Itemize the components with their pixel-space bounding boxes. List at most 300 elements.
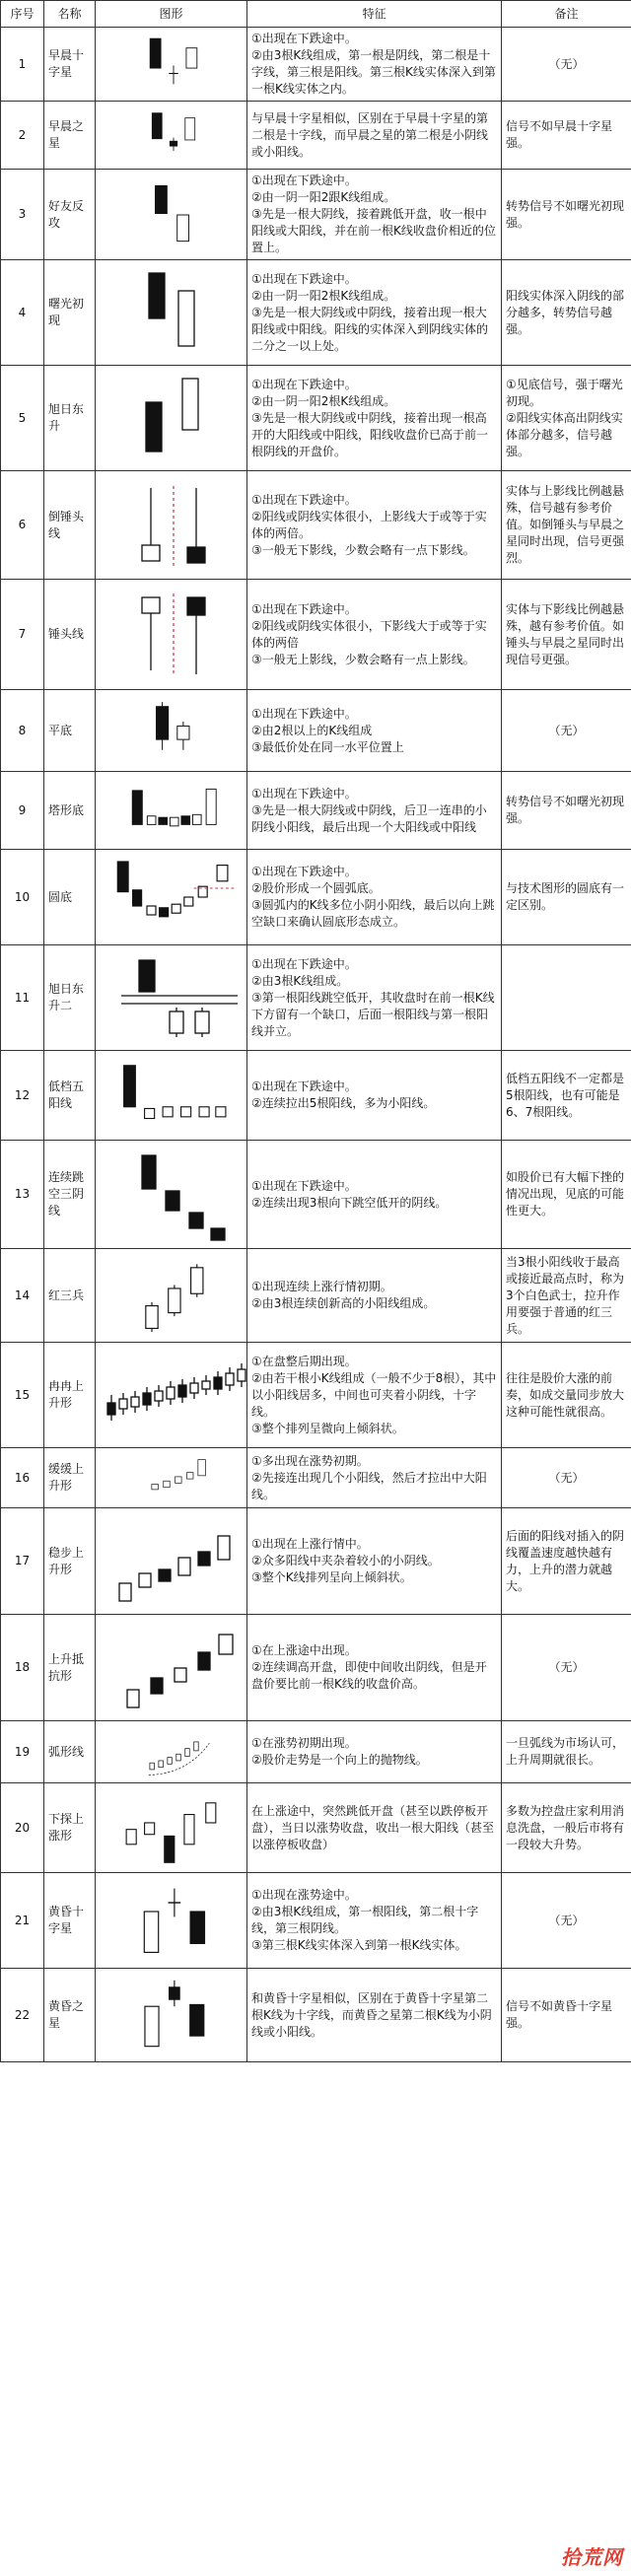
yang-candle-5 xyxy=(199,1107,209,1117)
yang-candle-6 xyxy=(218,1536,230,1560)
feature-line: ②由若干根小K线组成（一般不少于8根），其中以小阳线居多，中间也可夹着小阴线，十字线。 xyxy=(251,1370,497,1419)
hammer-figure xyxy=(100,586,247,684)
pattern-name: 平底 xyxy=(44,690,96,772)
header-figure: 图形 xyxy=(96,1,247,28)
yang-candle-8 xyxy=(190,1377,198,1399)
yang-candle-1 xyxy=(145,2006,159,2046)
pattern-features xyxy=(247,1873,502,1969)
yin-candle-1 xyxy=(139,960,155,992)
note-line: 一旦弧线为市场认可，上升周期就很长。 xyxy=(506,1736,625,1767)
yang-candle-6 xyxy=(192,814,201,824)
feature-line: ①出现在下跌途中。 xyxy=(251,1079,357,1093)
yang-candle-2 xyxy=(182,379,198,430)
yang-candle-6 xyxy=(216,1107,226,1117)
yin-candle-2 xyxy=(166,1191,179,1211)
inverted-hammer-figure xyxy=(100,476,247,575)
pattern-name: 圆底 xyxy=(44,850,96,945)
row-number: 2 xyxy=(1,102,44,170)
pattern-note xyxy=(502,850,631,945)
pattern-figure-cell xyxy=(96,1448,247,1508)
note-line: 如股价已有大幅下挫的情况出现，见底的可能性更大。 xyxy=(506,1170,625,1218)
row-number: 10 xyxy=(1,850,44,945)
yang-candle-4 xyxy=(181,1107,191,1117)
yang-candle-3 xyxy=(195,1008,209,1037)
pattern-note xyxy=(502,1508,631,1615)
feature-line: ②阳线或阴线实体很小，下影线大于或等于实体的两倍 xyxy=(251,618,487,650)
yang-candle-5 xyxy=(198,1460,206,1476)
pattern-note xyxy=(502,690,631,772)
feature-line: ①出现在下跌途中。 xyxy=(251,271,357,286)
yang-candle-2 xyxy=(145,1823,155,1835)
row-number: 11 xyxy=(1,945,44,1051)
yang-candle-2 xyxy=(139,1573,151,1587)
table-row xyxy=(1,1141,631,1249)
pattern-note xyxy=(502,366,631,471)
row-number: 5 xyxy=(1,366,44,471)
feature-line: ③最低价处在同一水平位置上 xyxy=(251,739,404,754)
yang-candle-3 xyxy=(163,1107,173,1117)
table-row xyxy=(1,102,631,170)
row-number: 18 xyxy=(1,1615,44,1721)
pattern-features xyxy=(247,28,502,102)
note-line: 与技术图形的圆底有一定区别。 xyxy=(506,881,625,912)
table-row xyxy=(1,850,631,945)
pattern-name: 曙光初现 xyxy=(44,260,96,366)
rounded-bottom-figure xyxy=(100,853,247,941)
yang-candle-3 xyxy=(147,906,156,915)
feature-line: ③一般无上影线，少数会略有一点上影线。 xyxy=(251,652,475,666)
arc-line-figure xyxy=(100,1724,247,1779)
row-number: 21 xyxy=(1,1873,44,1969)
yang-candle-5 xyxy=(155,1385,163,1407)
pattern-note xyxy=(502,1615,631,1721)
yin-candle-7 xyxy=(178,1379,186,1403)
yang-candle-1 xyxy=(150,1763,154,1770)
yin-candle-4 xyxy=(160,908,169,917)
yin-candle-1 xyxy=(152,113,162,139)
pattern-note xyxy=(502,1783,631,1873)
row-number: 3 xyxy=(1,170,44,260)
pattern-note xyxy=(502,1343,631,1448)
feature-line: 和黄昏十字星相似，区别在于黄昏十字星第二根K线为十字线，而黄昏之星第二根K线为小阴线或小阳线。 xyxy=(251,1990,492,2039)
row-number: 1 xyxy=(1,28,44,102)
table-row xyxy=(1,1448,631,1508)
table-row xyxy=(1,772,631,850)
table-row xyxy=(1,1508,631,1615)
pattern-features xyxy=(247,366,502,471)
pattern-name: 黄昏之星 xyxy=(44,1969,96,2062)
yin-candle-10 xyxy=(214,1371,222,1395)
pattern-figure-cell xyxy=(96,102,247,170)
pattern-figure-cell xyxy=(96,1783,247,1873)
pattern-name: 倒锤头线 xyxy=(44,471,96,580)
yin-candle-3 xyxy=(189,1213,203,1228)
pattern-features xyxy=(247,260,502,366)
pattern-features xyxy=(247,170,502,260)
pattern-note xyxy=(502,1721,631,1783)
pattern-note xyxy=(502,1969,631,2062)
yang-candle-6 xyxy=(184,897,193,906)
row-number: 15 xyxy=(1,1343,44,1448)
pattern-features xyxy=(247,1508,502,1615)
feature-line: 与早晨十字星相似，区别在于早晨十字星的第二根是十字线，而早晨之星的第二根是小阴线或小阳线。 xyxy=(251,110,489,159)
yang-candle-6 xyxy=(194,1742,198,1751)
note-line: 转势信号不如曙光初现强。 xyxy=(506,795,625,825)
yin-candle-2 xyxy=(170,137,176,151)
feature-line: ①出现在下跌途中。 xyxy=(251,706,357,721)
pattern-features xyxy=(247,1448,502,1508)
pattern-note xyxy=(502,580,631,690)
feature-line: ③先是一根大阴线，接着跳低开盘，收一根中阳线或大阳线，并在前一根K线收盘价相近的位置上。 xyxy=(251,207,496,254)
feature-line: ②由3根K线组成。 xyxy=(251,973,349,988)
yang-candle-6 xyxy=(167,1381,175,1405)
morning-star-figure xyxy=(100,104,247,166)
note-line: （无） xyxy=(548,723,585,737)
yang-candle-2 xyxy=(164,1481,170,1487)
pattern-note xyxy=(502,28,631,102)
yang-candle-1 xyxy=(119,1583,131,1601)
three-red-soldiers-figure xyxy=(100,1252,247,1339)
pattern-name: 弧形线 xyxy=(44,1721,96,1783)
table-row xyxy=(1,1615,631,1721)
header-note: 备注 xyxy=(502,1,631,28)
header-no: 序号 xyxy=(1,1,44,28)
yin-candle-2 xyxy=(187,597,205,674)
pattern-note xyxy=(502,1448,631,1508)
table-row xyxy=(1,28,631,102)
feature-line: ①出现在下跌途中。 xyxy=(251,1178,357,1193)
pattern-features xyxy=(247,471,502,580)
feature-line: ①出现在涨势途中。 xyxy=(251,1888,357,1902)
row-number: 6 xyxy=(1,471,44,580)
header-feature: 特征 xyxy=(247,1,502,28)
yin-candle-5 xyxy=(181,816,190,825)
feature-line: ①在上涨途中出现。 xyxy=(251,1643,357,1657)
pattern-name: 下探上涨形 xyxy=(44,1783,96,1873)
pattern-features xyxy=(247,1343,502,1448)
pattern-features xyxy=(247,772,502,850)
note-line: 信号不如早晨十字星强。 xyxy=(506,119,613,150)
yin-candle-1 xyxy=(124,1066,136,1107)
note-line: （无） xyxy=(548,1470,585,1485)
flat-bottom-figure xyxy=(100,693,247,768)
feature-line: ②由一阴一阳2根K线组成。 xyxy=(251,288,396,303)
feature-line: ②连续出现3根向下跳空低开的阴线。 xyxy=(251,1195,448,1210)
feature-line: ③一般无下影线，少数会略有一点下影线。 xyxy=(251,542,475,557)
feature-line: ②阳线或阴线实体很小，上影线大于或等于实体的两倍。 xyxy=(251,509,487,540)
pattern-figure-cell xyxy=(96,580,247,690)
pattern-name: 黄昏十字星 xyxy=(44,1873,96,1969)
three-gap-down-figure xyxy=(100,1146,247,1244)
feature-line: 在上涨途中，突然跳低开盘（甚至以跌停板开盘），当日以涨势收盘，收出一根大阳线（甚至以涨停板收盘） xyxy=(251,1803,495,1851)
feature-line: ②由一阴一阳2根K线组成。 xyxy=(251,393,396,408)
slow-rise-figure xyxy=(100,1451,247,1504)
pattern-note xyxy=(502,772,631,850)
table-row xyxy=(1,1051,631,1141)
note-line: 当3根小阳线收于最高或接近最高点时，称为3个白色武士，拉升作用要强于普通的红三兵。 xyxy=(506,1254,625,1336)
table-row xyxy=(1,1873,631,1969)
steady-rise-figure xyxy=(100,1512,247,1611)
row-number: 14 xyxy=(1,1249,44,1343)
table-row xyxy=(1,170,631,260)
yang-candle-1 xyxy=(142,597,160,670)
pattern-note xyxy=(502,260,631,366)
pattern-figure-cell xyxy=(96,1873,247,1969)
yang-candle-5 xyxy=(172,904,180,913)
note-line: （无） xyxy=(548,56,585,71)
feature-line: ①出现在下跌途中。 xyxy=(251,601,357,616)
yin-candle-2 xyxy=(187,488,205,563)
pattern-name: 低档五阳线 xyxy=(44,1051,96,1141)
feature-line: ①出现在下跌途中。 xyxy=(251,174,357,187)
yang-candle-2 xyxy=(170,1008,183,1037)
yin-candle-1 xyxy=(132,791,142,825)
yang-candle-4 xyxy=(176,1754,180,1761)
yang-candle-2 xyxy=(177,722,189,750)
pattern-features xyxy=(247,1969,502,2062)
row-number: 20 xyxy=(1,1783,44,1873)
feature-line: ③第一根阳线跳空低开，其收盘时在前一根K线下方留有一个缺口，后面一根阳线与第一根阳线并立。 xyxy=(251,990,495,1038)
pattern-figure-cell xyxy=(96,471,247,580)
yang-candle-1 xyxy=(152,1484,158,1489)
pattern-figure-cell xyxy=(96,1615,247,1721)
table-row xyxy=(1,1249,631,1343)
yang-candle-4 xyxy=(184,1815,194,1845)
feature-line: ①在涨势初期出现。 xyxy=(251,1736,357,1750)
pattern-figure-cell xyxy=(96,28,247,102)
evening-star-figure xyxy=(100,1972,247,2058)
pattern-note xyxy=(502,170,631,260)
yang-candle-3 xyxy=(131,1391,139,1413)
feature-line: ③整个K线排列呈向上倾斜状。 xyxy=(251,1570,412,1584)
note-line: 往往是股价大涨的前奏，如成交量同步放大这种可能性就很高。 xyxy=(506,1370,625,1419)
table-row xyxy=(1,1783,631,1873)
yang-candle-5 xyxy=(185,1749,189,1757)
yang-candle-1 xyxy=(144,1912,158,1952)
feature-line: ②众多阳线中夹杂着较小的小阴线。 xyxy=(251,1554,440,1567)
table-row xyxy=(1,1969,631,2062)
pattern-features xyxy=(247,1051,502,1141)
pattern-features xyxy=(247,1249,502,1343)
pattern-features xyxy=(247,1141,502,1249)
table-row xyxy=(1,690,631,772)
pattern-name: 锤头线 xyxy=(44,580,96,690)
pattern-features xyxy=(247,850,502,945)
yang-candle-9 xyxy=(202,1375,210,1395)
note-line: ①见底信号，强于曙光初现。 xyxy=(506,377,623,408)
pattern-name: 连续跳空三阴线 xyxy=(44,1141,96,1249)
yin-candle-1 xyxy=(142,1155,156,1189)
row-number: 9 xyxy=(1,772,44,850)
feature-line: ②由3根K线组成，第一根是阴线，第二根是十字线，第三根是阳线。第三根K线实体深入到第一根K线实体之内。 xyxy=(251,48,496,96)
yin-candle-1 xyxy=(150,38,161,68)
pattern-name: 早晨之星 xyxy=(44,102,96,170)
feature-line: ①多出现在涨势初期。 xyxy=(251,1453,369,1468)
yang-candle-3 xyxy=(175,1477,181,1483)
pattern-figure-cell xyxy=(96,1141,247,1249)
yin-candle-4 xyxy=(198,1652,210,1670)
yang-candle-2 xyxy=(147,816,156,825)
table-row xyxy=(1,260,631,366)
feature-line: ③先是一根大阴线或中阴线，接着出现一根大阳线或中阳线。阳线的实体深入到阴线实体的二分之一以上处。 xyxy=(251,305,489,353)
yang-candle-2 xyxy=(169,1285,180,1316)
yang-candle-11 xyxy=(226,1367,234,1391)
table-row xyxy=(1,580,631,690)
piercing-line-figure xyxy=(100,263,247,362)
rising-sun-figure xyxy=(100,369,247,467)
note-line: 后面的阳线对插入的阴线覆盖速度越快越有力，上升的潜力就越大。 xyxy=(506,1528,625,1593)
feature-line: ②股价形成一个圆弧底。 xyxy=(251,881,381,895)
table-row xyxy=(1,366,631,471)
yang-candle-2 xyxy=(169,1889,181,1917)
feature-line: ②连续调高开盘，即使中间收出阴线，但是开盘价要比前一根K线的收盘价高。 xyxy=(251,1660,487,1691)
feature-line: ②连续拉出5根阳线，多为小阳线。 xyxy=(251,1096,436,1110)
yang-candle-2 xyxy=(169,65,178,84)
row-number: 22 xyxy=(1,1969,44,2062)
evening-star-cross-figure xyxy=(100,1876,247,1965)
pattern-figure-cell xyxy=(96,772,247,850)
feature-line: ②由3根连续创新高的小阳线组成。 xyxy=(251,1296,436,1310)
note-line: 信号不如黄昏十字星强。 xyxy=(506,1999,613,2030)
yin-candle-2 xyxy=(133,890,142,906)
yang-candle-4 xyxy=(170,817,178,826)
site-watermark-logo: 拾荒网 xyxy=(561,2545,623,2569)
yang-candle-3 xyxy=(185,118,195,140)
feature-line: ③先是一根大阴线或中阴线，后卫一连串的小阴线小阳线，最后出现一个大阳线或中阳线 xyxy=(251,802,487,834)
feature-line: ②由3根K线组成，第一根阳线，第二根十字线，第三根阴线。 xyxy=(251,1905,479,1935)
yin-candle-3 xyxy=(190,2004,204,2036)
feature-line: ①出现在下跌途中。 xyxy=(251,865,357,878)
yin-candle-3 xyxy=(159,1569,171,1581)
note-line: 低档五阳线不一定都是5根阳线，也有可能是6、7根阳线。 xyxy=(506,1071,625,1119)
feature-line: ③圆弧内的K线多位小阴小阳线，最后以向上跳空缺口来确认圆底形态成立。 xyxy=(251,898,495,929)
row-number: 17 xyxy=(1,1508,44,1615)
pattern-note xyxy=(502,1873,631,1969)
row-number: 13 xyxy=(1,1141,44,1249)
yang-candle-1 xyxy=(126,1830,136,1845)
dip-then-rise-figure xyxy=(100,1786,247,1869)
yin-candle-3 xyxy=(165,1836,175,1862)
note-line: 转势信号不如曙光初现强。 xyxy=(506,198,625,230)
pattern-figure-cell xyxy=(96,945,247,1051)
row-number: 16 xyxy=(1,1448,44,1508)
yang-candle-2 xyxy=(178,291,194,346)
pattern-figure-cell xyxy=(96,850,247,945)
table-row xyxy=(1,945,631,1051)
feature-line: ①出现在下跌途中。 xyxy=(251,956,357,971)
pattern-name: 好友反攻 xyxy=(44,170,96,260)
note-line: （无） xyxy=(548,1660,585,1674)
yin-candle-1 xyxy=(156,185,168,213)
pattern-name: 旭日东升二 xyxy=(44,945,96,1051)
note-line: 阳线实体深入阴线的部分越多，转势信号越强。 xyxy=(506,288,625,336)
pattern-note xyxy=(502,945,631,1051)
pattern-figure-cell xyxy=(96,170,247,260)
pattern-features xyxy=(247,1721,502,1783)
pattern-note xyxy=(502,102,631,170)
feature-line: ②由2根以上的K线组成 xyxy=(251,723,373,737)
yang-candle-2 xyxy=(159,1761,163,1768)
row-number: 12 xyxy=(1,1051,44,1141)
rising-resistance-figure xyxy=(100,1619,247,1717)
yang-candle-2 xyxy=(145,1108,155,1118)
pattern-name: 上升抵抗形 xyxy=(44,1615,96,1721)
feature-line: ①出现在下跌途中。 xyxy=(251,32,357,45)
pattern-figure-cell xyxy=(96,260,247,366)
pattern-note xyxy=(502,1249,631,1343)
pattern-features xyxy=(247,102,502,170)
table-row xyxy=(1,1343,631,1448)
pattern-features xyxy=(247,1615,502,1721)
row-number: 19 xyxy=(1,1721,44,1783)
yang-candle-2 xyxy=(177,215,189,242)
morning-star-cross-figure xyxy=(100,31,247,98)
feature-line: ②股价走势是一个向上的抛物线。 xyxy=(251,1753,428,1767)
yang-candle-4 xyxy=(187,1473,193,1479)
yang-candle-4 xyxy=(178,1558,190,1575)
pattern-name: 冉冉上升形 xyxy=(44,1343,96,1448)
yang-candle-7 xyxy=(206,789,216,824)
table-row xyxy=(1,471,631,580)
feature-line: ①出现在下跌途中。 xyxy=(251,786,357,801)
yin-candle-1 xyxy=(117,862,128,892)
pattern-name: 早晨十字星 xyxy=(44,28,96,102)
feature-line: ③先是一根大阴线或中阴线，接着出现一根高开的大阳线或中阳线，阳线收盘价已高于前一根阴线的开盘价。 xyxy=(251,410,489,458)
yin-candle-1 xyxy=(149,273,165,318)
feature-line: ①出现在上涨行情中。 xyxy=(251,1537,369,1551)
note-line: （无） xyxy=(548,1913,585,1927)
feature-line: ①出现在下跌途中。 xyxy=(251,377,357,391)
pattern-name: 塔形底 xyxy=(44,772,96,850)
yin-candle-1 xyxy=(157,702,169,750)
yin-candle-4 xyxy=(143,1387,151,1411)
row-number: 4 xyxy=(1,260,44,366)
yin-candle-3 xyxy=(190,1912,204,1943)
pattern-figure-cell xyxy=(96,690,247,772)
yang-candle-3 xyxy=(191,1264,203,1296)
yin-candle-1 xyxy=(146,402,162,452)
row-number: 8 xyxy=(1,690,44,772)
feature-line: ①在盘整后期出现。 xyxy=(251,1354,357,1368)
yin-candle-5 xyxy=(198,1552,210,1566)
tower-bottom-figure xyxy=(100,775,247,846)
pattern-figure-cell xyxy=(96,1508,247,1615)
yin-candle-4 xyxy=(211,1228,225,1240)
yang-candle-1 xyxy=(142,488,160,561)
pattern-features xyxy=(247,945,502,1051)
feature-line: ②由一阴一阳2跟K线组成。 xyxy=(251,190,396,204)
pattern-note xyxy=(502,1051,631,1141)
feature-line: ③整个排列呈微向上倾斜状。 xyxy=(251,1421,404,1435)
pattern-features xyxy=(247,580,502,690)
yang-candle-3 xyxy=(186,48,197,68)
gap-up-side-by-side-figure xyxy=(100,948,247,1047)
yin-candle-2 xyxy=(151,1678,163,1694)
pattern-name: 旭日东升 xyxy=(44,366,96,471)
pattern-name: 红三兵 xyxy=(44,1249,96,1343)
yin-candle-2 xyxy=(170,1981,180,2006)
note-line: 多数为控盘庄家利用消息洗盘，一般后市将有一段较大升势。 xyxy=(506,1803,625,1851)
yin-candle-3 xyxy=(159,817,168,824)
note-line: 实体与下影线比例越悬殊，越有参考价值。如锤头与早晨之星同时出现信号更强。 xyxy=(506,601,625,666)
yin-candle-1 xyxy=(107,1395,115,1421)
pattern-figure-cell xyxy=(96,366,247,471)
pattern-figure-cell xyxy=(96,1051,247,1141)
table-row xyxy=(1,1721,631,1783)
yang-candle-3 xyxy=(175,1668,186,1682)
pattern-features xyxy=(247,1783,502,1873)
yang-candle-2 xyxy=(119,1393,127,1415)
